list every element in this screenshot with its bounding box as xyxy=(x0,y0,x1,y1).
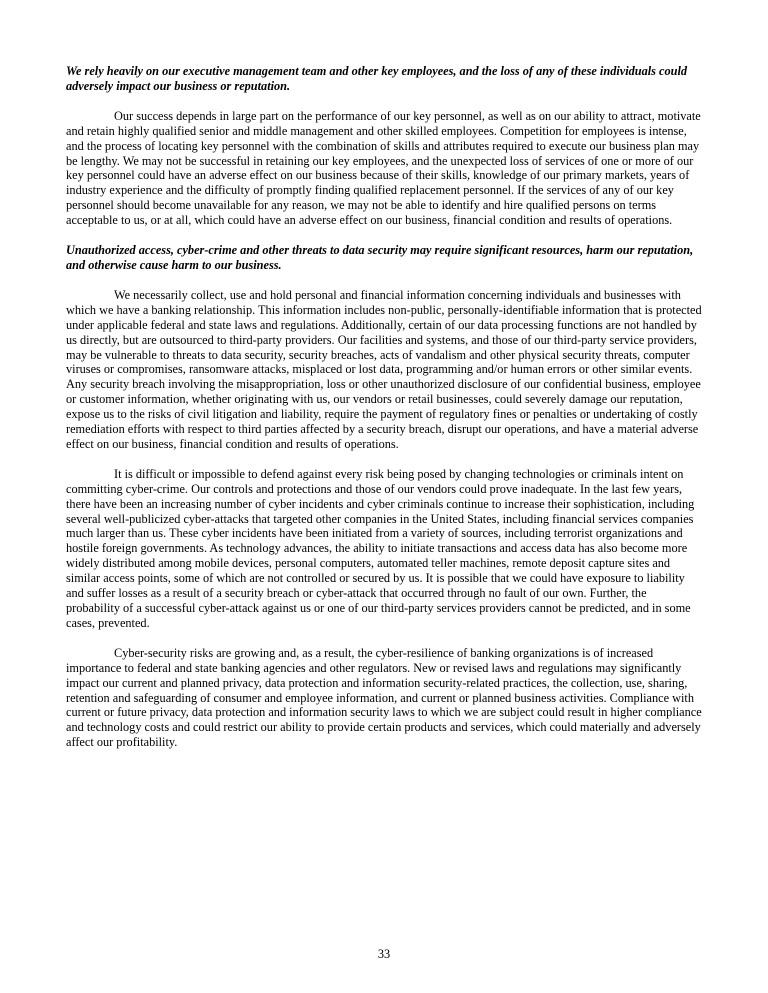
page-number: 33 xyxy=(377,947,391,961)
risk-heading-data-security: Unauthorized access, cyber-crime and other threats to data security may require significant resources, harm our reputation, and otherwise cause harm to our business. xyxy=(66,243,694,272)
paragraph-data-security-1: We necessarily collect, use and hold personal and financial information concerning individuals and businesses with which we have a banking relationship. This information includes non-public, personally-identifiable information that is protected under applicable federal and state laws and regulations. Additionally, certain of our data processing functions are not handled by us directly, but are outsourced to third-party providers. Our facilities and systems, and those of our third-party service providers, may be vulnerable to threats to data security, security breaches, acts of vandalism and other physical security threats, computer viruses or compromises, ransomware attacks, misplaced or lost data, programming and/or human errors or other similar events. Any security breach involving the misappropriation, loss or other unauthorized disclosure of our confidential business, employee or customer information, whether originating with us, our vendors or retail businesses, could severely damage our reputation, expose us to the risks of civil litigation and liability, require the payment of regulatory fines or penalties or undertaking of costly remediation efforts with respect to third parties affected by a security breach, disrupt our operations, and have a material adverse effect on our business, financial condition and results of operations. xyxy=(66,287,702,451)
document-content xyxy=(66,64,703,750)
paragraph-key-employees-1: Our success depends in large part on the performance of our key personnel, as well as on our ability to attract, motivate and retain highly qualified senior and middle management and other skilled employees. Competition for employees is intense, and the process of locating key personnel with the combination of skills and attributes required to execute our business plan may be lengthy. We may not be successful in retaining our key employees, and the unexpected loss of services of one or more of our key personnel could have an adverse effect on our business because of their skills, knowledge of our primary markets, years of industry experience and the difficulty of promptly finding qualified replacement personnel. If the services of any of our key personnel should become unavailable for any reason, we may not be able to identify and hire qualified persons on terms acceptable to us, or at all, which could have an adverse effect on our business, financial condition and results of operations. xyxy=(66,108,701,228)
risk-heading-key-employees: We rely heavily on our executive management team and other key employees, and the loss of any of these individuals could adversely impact our business or reputation. xyxy=(66,64,688,93)
paragraph-data-security-3: Cyber-security risks are growing and, as a result, the cyber-resilience of banking organizations is of increased importance to federal and state banking agencies and other regulators. New or revised laws and regulations may significantly impact our current and planned privacy, data protection and information security-related practices, the collection, use, sharing, retention and safeguarding of consumer and employee information, and current or planned business activities. Compliance with current or future privacy, data protection and information security laws to which we are subject could result in higher compliance and technology costs and could restrict our ability to provide certain products and services, which could materially and adversely affect our profitability. xyxy=(66,645,702,750)
paragraph-data-security-2: It is difficult or impossible to defend against every risk being posed by changing technologies or criminals intent on committing cyber-crime. Our controls and protections and those of our vendors could prove inadequate. In the last few years, there have been an increasing number of cyber incidents and cyber criminals continue to increase their sophistication, including several well-publicized cyber-attacks that targeted other companies in the United States, including financial services companies much larger than us. These cyber incidents have been initiated from a variety of sources, including terrorist organizations and hostile foreign governments. As technology advances, the ability to initiate transactions and access data has also become more widely distributed among mobile devices, personal computers, automated teller machines, remote deposit capture sites and similar access points, some of which are not controlled or secured by us. It is possible that we could have exposure to liability and suffer losses as a result of a security breach or cyber-attack that occurred through no fault of our own. Further, the probability of a successful cyber-attack against us or one of our third-party services providers cannot be predicted, and in some cases, prevented. xyxy=(66,466,695,630)
